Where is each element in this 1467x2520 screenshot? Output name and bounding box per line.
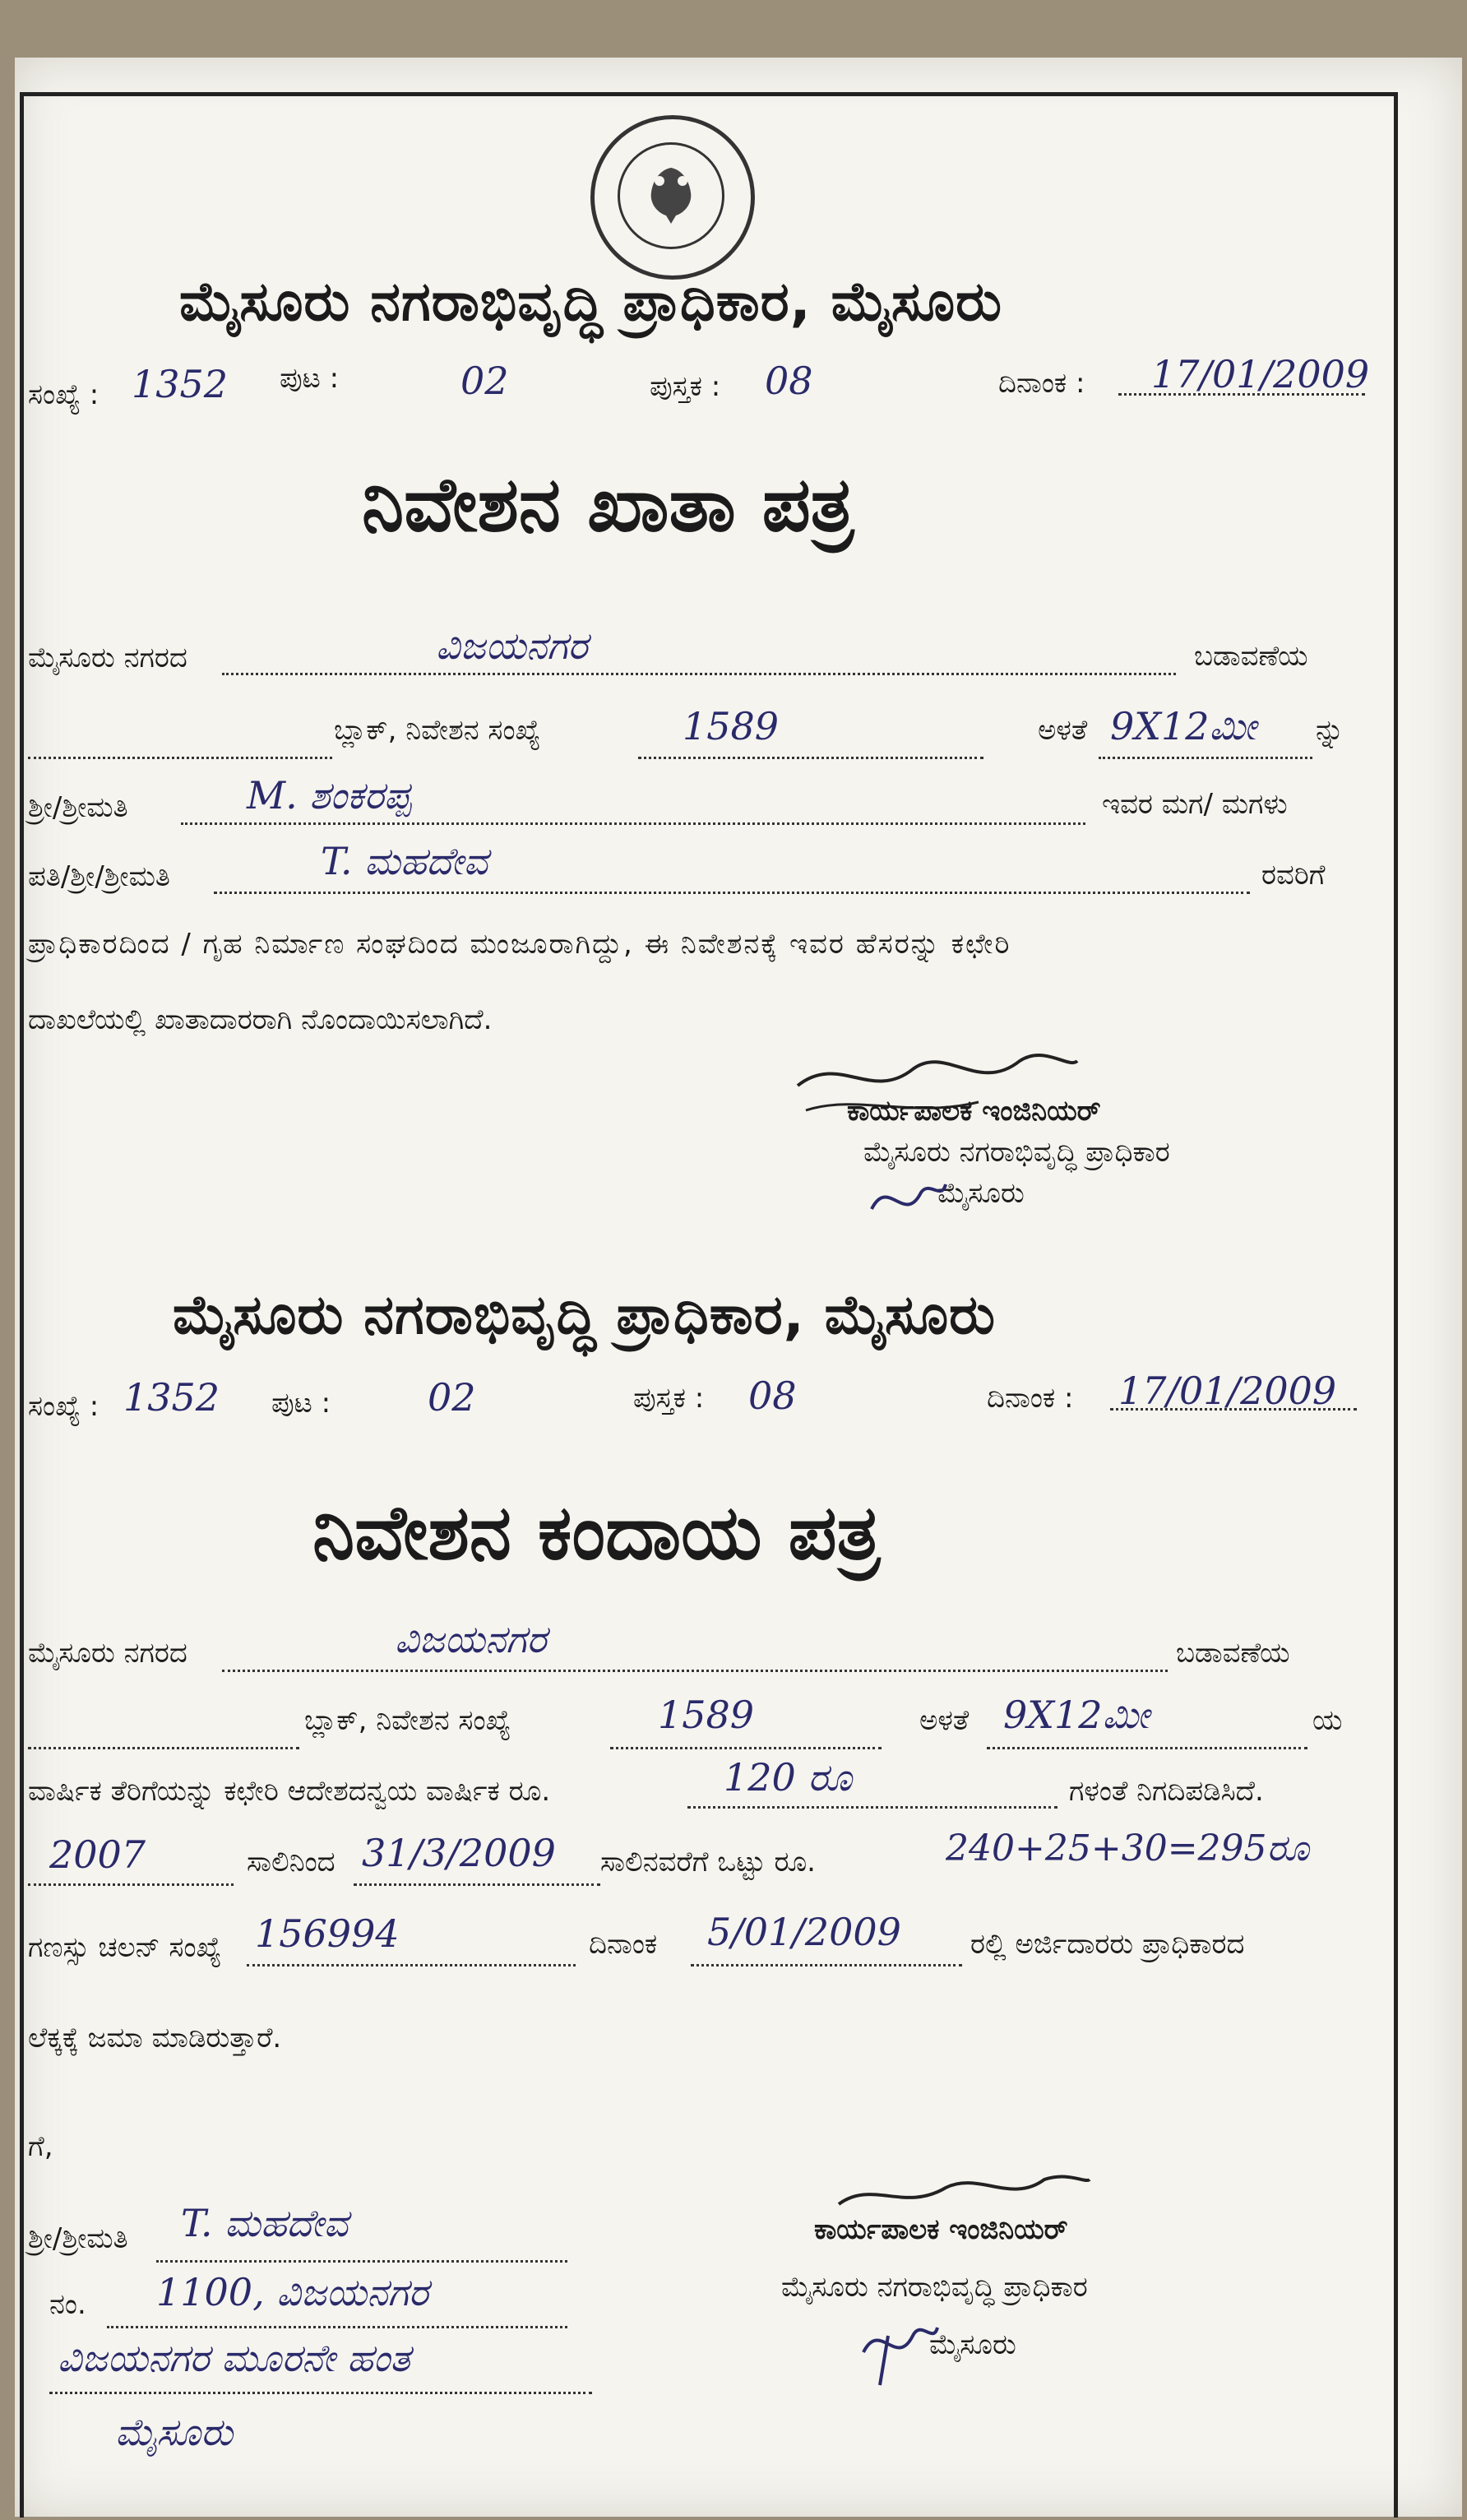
- kandaya-tax-amount: 120 ರೂ: [724, 1755, 853, 1800]
- size-dotted-line: [1099, 757, 1312, 759]
- khata-site-no: 1589: [683, 704, 780, 748]
- kandaya-size: 9X12ಮೀ: [1003, 1693, 1150, 1737]
- kandaya-size-label: ಅಳತೆ: [919, 1704, 970, 1737]
- date-dotted-line-2: [1110, 1408, 1357, 1411]
- page-label-2: ಪುಟ :: [271, 1387, 331, 1420]
- kandaya-line1-prefix: ಮೈಸೂರು ನಗರದ: [28, 1637, 187, 1670]
- double-headed-eagle-icon: [620, 145, 722, 247]
- khata-block-label: ಬ್ಲಾಕ್, ನಿವೇಶನ ಸಂಖ್ಯೆ: [334, 714, 541, 747]
- address-no-dotted-line: [107, 2326, 567, 2328]
- kandaya-date: 17/01/2009: [1118, 1369, 1337, 1413]
- block-dotted-line: [28, 757, 332, 759]
- book-label-2: ಪುಸ್ತಕ :: [633, 1382, 705, 1415]
- owner-label: ಶ್ರೀ/ಶ್ರೀಮತಿ: [28, 791, 128, 824]
- khata-sig-office: ಮೈಸೂರು ನಗರಾಭಿವೃದ್ಧಿ ಪ್ರಾಧಿಕಾರ: [863, 1136, 1170, 1169]
- year-dotted-line: [28, 1883, 234, 1886]
- kandaya-total: 240+25+30=295ರೂ: [946, 1827, 1309, 1869]
- address-name: T. ಮಹದೇವ: [181, 2201, 349, 2245]
- to-date-dotted-line: [354, 1883, 600, 1886]
- address-to-marker: ಗೆ,: [28, 2130, 53, 2163]
- kandaya-to-date: 31/3/2009: [362, 1831, 556, 1875]
- khata-line1-prefix: ಮೈಸೂರು ನಗರದ: [28, 642, 187, 674]
- khata-body-line2: ದಾಖಲೆಯಲ್ಲಿ ಖಾತಾದಾರರಾಗಿ ನೊಂದಾಯಿಸಲಾಗಿದೆ.: [28, 1003, 493, 1036]
- date-dotted-line: [1118, 393, 1365, 396]
- address-line3: ವಿಜಯನಗರ ಮೂರನೇ ಹಂತ: [58, 2336, 410, 2380]
- challan-dotted-line: [247, 1964, 576, 1966]
- owner-dotted-line: [181, 822, 1085, 825]
- address-name-label: ಶ್ರೀ/ಶ್ರೀಮತಿ: [28, 2222, 128, 2255]
- page-label: ಪುಟ :: [280, 362, 340, 395]
- layout-dotted-line-2: [222, 1670, 1168, 1672]
- kandaya-sig-designation: ಕಾರ್ಯಪಾಲಕ ಇಂಜಿನಿಯರ್: [814, 2213, 1068, 2246]
- parent-dotted-line: [214, 892, 1250, 894]
- khata-layout-name: ವಿಜಯನಗರ: [436, 623, 588, 668]
- khata-sig-city: ಮೈಸೂರು: [937, 1177, 1025, 1210]
- address-no: 1100, ವಿಜಯನಗರ: [156, 2270, 428, 2314]
- khata-page: 02: [460, 359, 509, 403]
- kandaya-body-last: ಲೆಕ್ಕಕ್ಕೆ ಜಮಾ ಮಾಡಿರುತ್ತಾರೆ.: [28, 2022, 282, 2054]
- tax-dotted-line: [687, 1806, 1057, 1809]
- kandaya-tax-prefix: ವಾರ್ಷಿಕ ತೆರಿಗೆಯನ್ನು ಕಛೇರಿ ಆದೇಶದನ್ವಯ ವಾರ್ಷಿಕ ರೂ.: [28, 1775, 551, 1808]
- address-line3-dotted-line: [49, 2392, 592, 2394]
- address-name-dotted-line: [156, 2260, 567, 2263]
- site-dotted-line-2: [610, 1747, 882, 1749]
- kandaya-challan-label: ಗಣಸ್ಸು ಚಲನ್ ಸಂಖ್ಯೆ: [28, 1931, 222, 1964]
- khata-sig-designation: ಕಾರ್ಯಪಾಲಕ ಇಂಜಿನಿಯರ್: [847, 1095, 1101, 1128]
- khata-parent-name: T. ಮಹದೇವ: [321, 839, 488, 883]
- kandaya-line1-suffix: ಬಡಾವಣೆಯ: [1176, 1637, 1290, 1670]
- kandaya-from-label: ಸಾಲಿನಿಂದ: [247, 1846, 336, 1878]
- kandaya-challan-no: 156994: [255, 1911, 400, 1956]
- kandaya-year-from: 2007: [49, 1832, 146, 1877]
- parent-label: ಪತಿ/ಶ್ರೀ/ಶ್ರೀಮತಿ: [28, 860, 170, 893]
- khata-book: 08: [765, 359, 813, 403]
- kandaya-sig-city: ಮೈಸೂರು: [929, 2328, 1016, 2361]
- kandaya-initials-scribble: [855, 2303, 946, 2393]
- khata-title: ನಿವೇಶನ ಖಾತಾ ಪತ್ರ: [362, 461, 854, 549]
- khata-size-suffix: ನ್ನು: [1316, 714, 1344, 747]
- khata-line1-suffix: ಬಡಾವಣೆಯ: [1194, 640, 1308, 673]
- khata-size: 9X12ಮೀ: [1110, 704, 1256, 748]
- kandaya-tax-suffix: ಗಳಂತೆ ನಿಗದಿಪಡಿಸಿದೆ.: [1069, 1775, 1264, 1808]
- date-label-2: ದಿನಾಂಕ :: [987, 1382, 1074, 1415]
- date-label: ದಿನಾಂಕ :: [998, 367, 1085, 400]
- kandaya-size-suffix: ಯ: [1312, 1704, 1343, 1737]
- address-no-label: ನಂ.: [49, 2288, 86, 2321]
- kandaya-block-label: ಬ್ಲಾಕ್, ನಿವೇಶನ ಸಂಖ್ಯೆ: [304, 1704, 511, 1737]
- number-label: ಸಂಖ್ಯೆ :: [28, 378, 99, 411]
- khata-date: 17/01/2009: [1151, 352, 1370, 396]
- kandaya-book: 08: [748, 1373, 797, 1418]
- kandaya-challan-date: 5/01/2009: [707, 1910, 901, 1954]
- khata-initials-scribble: [863, 1168, 954, 1234]
- authority-header: ಮೈಸೂರು ನಗರಾಭಿವೃದ್ಧಿ ಪ್ರಾಧಿಕಾರ, ಮೈಸೂರು: [179, 270, 1002, 333]
- kandaya-challan-suffix: ರಲ್ಲಿ ಅರ್ಜಿದಾರರು ಪ್ರಾಧಿಕಾರದ: [970, 1928, 1245, 1961]
- kandaya-site-no: 1589: [658, 1693, 755, 1737]
- kandaya-number: 1352: [123, 1375, 220, 1420]
- kandaya-challan-date-label: ದಿನಾಂಕ: [589, 1928, 658, 1961]
- khata-relation: ಇವರ ಮಗ/ ಮಗಳು: [1102, 788, 1288, 821]
- book-label: ಪುಸ್ತಕ :: [650, 370, 721, 403]
- khata-size-label: ಅಳತೆ: [1038, 714, 1088, 747]
- site-dotted-line: [638, 757, 983, 759]
- number-label-2: ಸಂಖ್ಯೆ :: [28, 1390, 99, 1423]
- khata-number: 1352: [132, 362, 229, 406]
- kandaya-sig-office: ಮೈಸೂರು ನಗರಾಭಿವೃದ್ಧಿ ಪ್ರಾಧಿಕಾರ: [781, 2271, 1088, 2304]
- seal-inner-ring: [618, 142, 724, 249]
- kandaya-layout-name: ವಿಜಯನಗರ: [395, 1617, 547, 1661]
- address-city: ಮೈಸೂರು: [115, 2410, 234, 2454]
- authority-header-2: ಮೈಸೂರು ನಗರಾಭಿವೃದ್ಧಿ ಪ್ರಾಧಿಕಾರ, ಮೈಸೂರು: [173, 1283, 996, 1346]
- kandaya-to-label: ಸಾಲಿನವರೆಗೆ ಒಟ್ಟು ರೂ.: [600, 1846, 816, 1878]
- khata-parent-suffix: ರವರಿಗೆ: [1261, 859, 1326, 892]
- block-dotted-line-2: [28, 1747, 299, 1749]
- challan-date-dotted-line: [691, 1964, 962, 1966]
- size-dotted-line-2: [987, 1747, 1307, 1749]
- kandaya-title: ನಿವೇಶನ ಕಂದಾಯ ಪತ್ರ: [312, 1489, 881, 1577]
- authority-seal-icon: [590, 115, 755, 280]
- khata-owner-name: M. ಶಂಕರಪ್ಪ: [247, 773, 411, 818]
- kandaya-page: 02: [428, 1375, 476, 1420]
- layout-dotted-line: [222, 673, 1176, 675]
- khata-body-line1: ಪ್ರಾಧಿಕಾರದಿಂದ / ಗೃಹ ನಿರ್ಮಾಣ ಸಂಘದಿಂದ ಮಂಜೂರಾಗಿದ್ದು, ಈ ನಿವೇಶನಕ್ಕೆ ಇವರ ಹೆಸರನ್ನು ಕಛೇರಿ: [28, 928, 1011, 961]
